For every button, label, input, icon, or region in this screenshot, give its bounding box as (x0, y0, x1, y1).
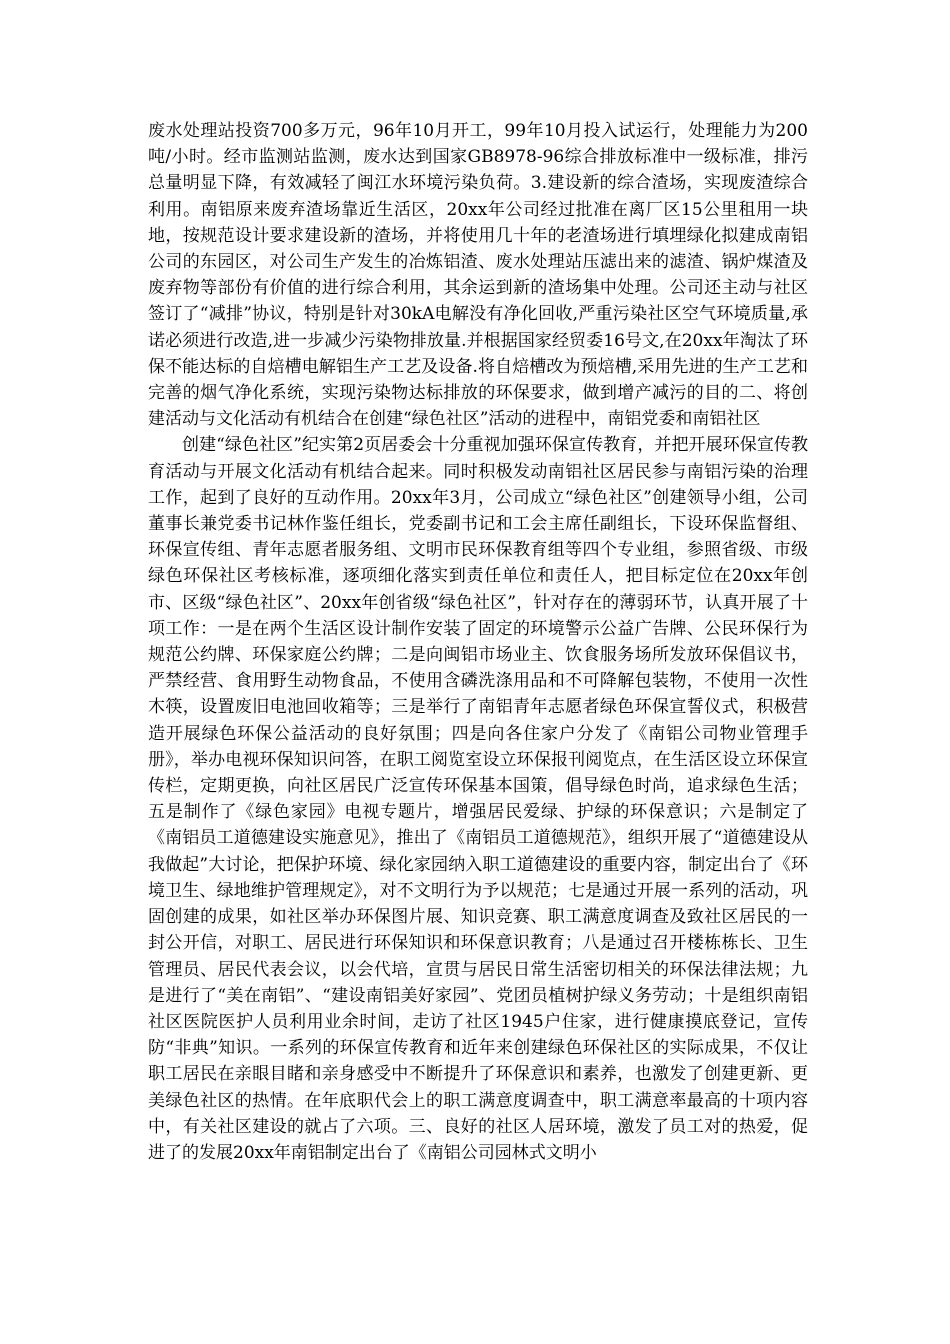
paragraph-1: 废水处理站投资700多万元，96年10月开工，99年10月投入试运行，处理能力为200吨/小时。经市监测站监测，废水达到国家GB8978-96综合排放标准中一级标准，排污总量明显下降，有效减轻了闽江水环境污染负荷。3.建设新的综合渣场，实现废渣综合利用。南铝原来废弃渣场靠近生活区，20xx年公司经过批准在离厂区15公里租用一块地，按规范设计要求建设新的渣场，并将使用几十年的老渣场进行填埋绿化拟建成南铝公司的东园区，对公司生产发生的冶炼铝渣、废水处理站压滤出来的滤渣、锅炉煤渣及废弃物等部份有价值的进行综合利用，其余运到新的渣场集中处理。公司还主动与社区签订了“减排”协议，特别是针对30kA电解没有净化回收,严重污染社区空气环境质量,承诺必须进行改造,进一步减少污染物排放量.并根据国家经贸委16号文,在20xx年淘汰了环保不能达标的自焙槽电解铝生产工艺及设备.将自焙槽改为预焙槽,采用先进的生产工艺和完善的烟气净化系统，实现污染物达标排放的环保要求，做到增产减污的目的二、将创建活动与文化活动有机结合在创建“绿色社区”活动的进程中，南铝党委和南铝社区 (148, 121, 808, 430)
document-body (148, 118, 808, 1166)
paragraph-2: 创建“绿色社区”纪实第2页居委会十分重视加强环保宣传教育，并把开展环保宣传教育活动与开展文化活动有机结合起来。同时积极发动南铝社区居民参与南铝污染的治理工作，起到了良好的互动作用。20xx年3月，公司成立“绿色社区”创建领导小组，公司董事长兼党委书记林作鉴任组长，党委副书记和工会主席任副组长，下设环保监督组、环保宣传组、青年志愿者服务组、文明市民环保教育组等四个专业组，参照省级、市级绿色环保社区考核标准，逐项细化落实到责任单位和责任人，把目标定位在20xx年创市、区级“绿色社区”、20xx年创省级“绿色社区”，针对存在的薄弱环节，认真开展了十项工作：一是在两个生活区设计制作安装了固定的环境警示公益广告牌、公民环保行为规范公约牌、环保家庭公约牌；二是向闽铝市场业主、饮食服务场所发放环保倡议书，严禁经营、食用野生动物食品，不使用含磷洗涤用品和不可降解包装物，不使用一次性木筷，设置废旧电池回收箱等；三是举行了南铝青年志愿者绿色环保宣誓仪式，积极营造开展绿色环保公益活动的良好氛围；四是向各住家户分发了《南铝公司物业管理手册》，举办电视环保知识问答，在职工阅览室设立环保报刊阅览点，在生活区设立环保宣传栏，定期更换，向社区居民广泛宣传环保基本国策，倡导绿色时尚，追求绿色生活；五是制作了《绿色家园》电视专题片，增强居民爱绿、护绿的环保意识；六是制定了《南铝员工道德建设实施意见》，推出了《南铝员工道德规范》，组织开展了“道德建设从我做起”大讨论，把保护环境、绿化家园纳入职工道德建设的重要内容，制定出台了《环境卫生、绿地维护管理规定》，对不文明行为予以规范；七是通过开展一系列的活动，巩固创建的成果，如社区举办环保图片展、知识竞赛、职工满意度调查及致社区居民的一封公开信，对职工、居民进行环保知识和环保意识教育；八是通过召开楼栋栋长、卫生管理员、居民代表会议，以会代培，宣贯与居民日常生活密切相关的环保法律法规；九是进行了“美在南铝”、“建设南铝美好家园”、党团员植树护绿义务劳动；十是组织南铝社区医院医护人员利用业余时间，走访了社区1945户住家，进行健康摸底登记，宣传防“非典”知识。一系列的环保宣传教育和近年来创建绿色环保社区的实际成果，不仅让职工居民在亲眼目睹和亲身感受中不断提升了环保意识和素养，也激发了创建更新、更美绿色社区的热情。在年底职代会上的职工满意度调查中，职工满意率最高的十项内容中，有关社区建设的就占了六项。三、良好的社区人居环境，激发了员工对的热爱，促进了的发展20xx年南铝制定出台了《南铝公司园林式文明小 (148, 435, 808, 1163)
